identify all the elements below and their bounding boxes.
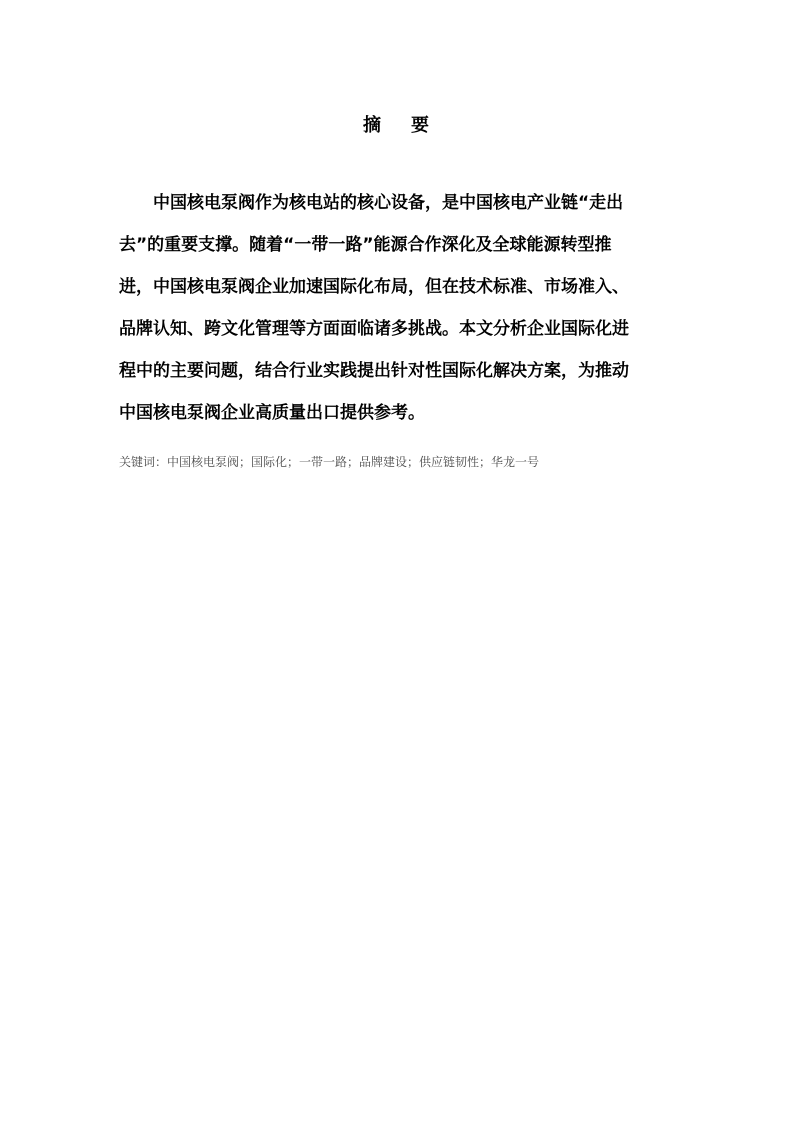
abstract-title: 摘 要 [362, 115, 431, 136]
abstract-line: 去”的重要支撑。随着“一带一路”能源合作深化及全球能源转型推 [119, 235, 612, 255]
abstract-line: 进，中国核电泵阀企业加速国际化布局，但在技术标准、市场准入、 [119, 277, 629, 297]
abstract-line: 品牌认知、跨文化管理等方面面临诸多挑战。本文分析企业国际化进 [119, 319, 629, 339]
abstract-line: 中国核电泵阀作为核电站的核心设备，是中国核电产业链“走出 [153, 193, 624, 213]
keywords-line: 关键词：中国核电泵阀；国际化；一带一路；品牌建设；供应链韧性；华龙一号 [119, 455, 540, 469]
abstract-line: 程中的主要问题，结合行业实践提出针对性国际化解决方案，为推动 [119, 361, 629, 381]
abstract-body [119, 182, 675, 434]
abstract-line: 中国核电泵阀企业高质量出口提供参考。 [119, 403, 425, 423]
